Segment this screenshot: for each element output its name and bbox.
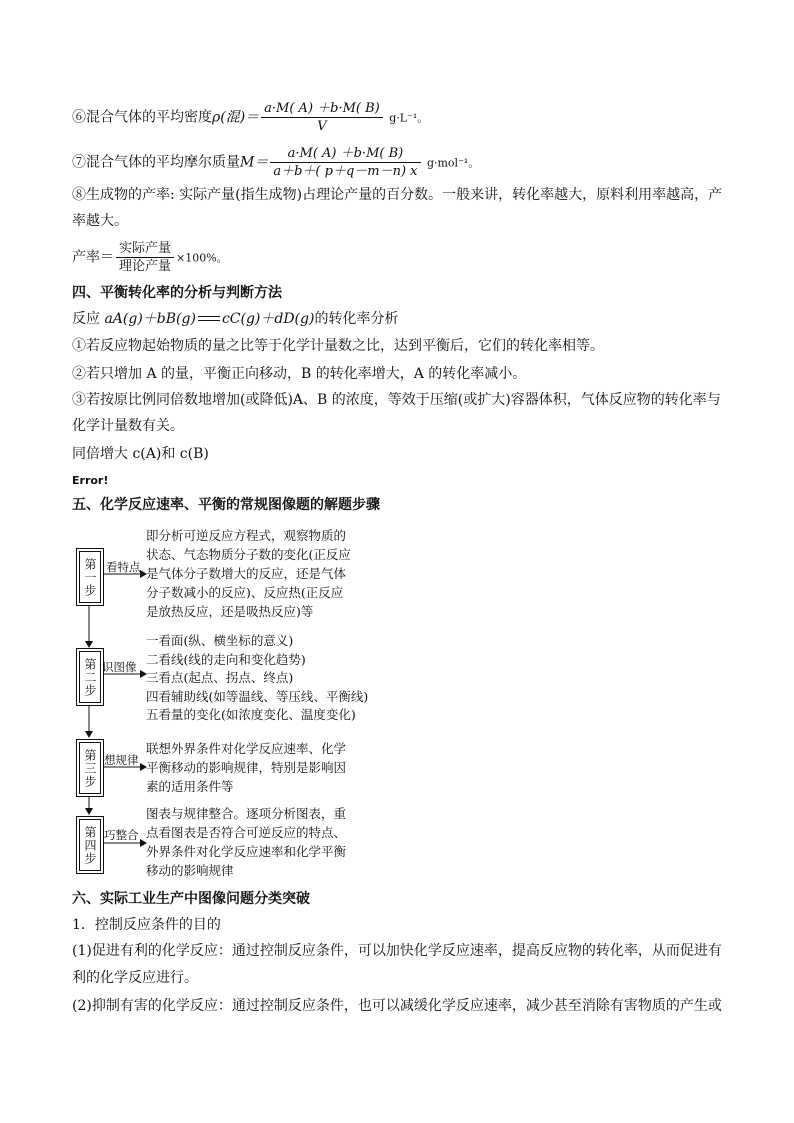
density-numerator: a·M( A) ＋b·M( B) xyxy=(261,100,383,118)
step-3-key: 想规律 xyxy=(104,753,139,767)
step-1-line: 是放热反应，还是吸热反应)等 xyxy=(146,604,314,619)
section-6-heading: 六、实际工业生产中图像问题分类突破 xyxy=(72,891,310,907)
paragraph-2: (2)抑制有害的化学反应：通过控制反应条件，也可以减缓化学反应速率，减少甚至消除有害物质的产生或 xyxy=(72,998,722,1014)
rule-3: ③若按原比例同倍数地增加(或降低)A、B 的浓度，等效于压缩(或扩大)容器体积，气体反应物的转化率与 xyxy=(72,392,721,408)
reaction-left: aA(g)＋bB(g) xyxy=(104,311,196,327)
rule-3-cont: 化学计量数有关。 xyxy=(72,418,184,434)
section-5-heading: 五、化学反应速率、平衡的常规图像题的解题步骤 xyxy=(72,497,380,513)
molar-mass-denominator: a＋b＋( p＋q－m－n) x xyxy=(273,164,418,179)
rule-1: ①若反应物起始物质的量之比等于化学计量数之比，达到平衡后，它们的转化率相等。 xyxy=(72,338,604,354)
step-2-box xyxy=(76,648,104,706)
density-unit: g·L⁻¹。 xyxy=(389,111,429,125)
paragraph-1-cont: 利的化学反应进行。 xyxy=(72,970,198,986)
step-2-line: 四看辅助线(如等温线、等压线、平衡线) xyxy=(146,688,369,704)
step-3-line: 平衡移动的影响规律，特别是影响因 xyxy=(146,760,347,775)
yield-rhs: ×100%。 xyxy=(176,251,228,265)
paragraph-1: (1)促进有利的化学反应：通过控制反应条件，可以加快化学反应速率，提高反应物的转化率，从而促进有 xyxy=(72,943,722,959)
step-1-box xyxy=(76,548,104,606)
step-4-line: 点看图表是否符合可逆反应的特点、 xyxy=(146,825,347,840)
molar-mass-label: ⑦混合气体的平均摩尔质量 xyxy=(72,154,240,171)
yield-fraction xyxy=(116,240,174,275)
reaction-equation xyxy=(72,309,398,329)
step-4-line: 图表与规律整合。逐项分析图表，重 xyxy=(146,806,347,821)
step-3-line: 素的适用条件等 xyxy=(146,779,234,794)
yield-lhs: 产率＝ xyxy=(72,249,114,266)
step-2-line: 三看点(起点、拐点、终点) xyxy=(146,670,294,685)
step-3-box xyxy=(76,739,104,797)
step-2-label: 第二步 xyxy=(79,651,101,703)
step-4-label: 第四步 xyxy=(79,819,101,871)
formula-density xyxy=(72,100,428,135)
step-4-line: 外界条件对化学反应速率和化学平衡 xyxy=(146,844,347,859)
step-1-line: 是气体分子数增大的反应，还是气体 xyxy=(146,566,347,581)
reaction-prefix: 反应 xyxy=(72,311,105,327)
step-4-line: 移动的影响规律 xyxy=(146,863,234,878)
equilibrium-arrow-icon xyxy=(198,315,220,323)
rule-4: 同倍增大 c(A)和 c(B) xyxy=(72,446,209,462)
yield-definition-cont: 率越大。 xyxy=(72,213,128,229)
molar-mass-unit: g·mol⁻¹。 xyxy=(426,156,480,170)
step-2-line: 五看量的变化(如浓度变化、温度变化) xyxy=(146,707,356,722)
molar-mass-fraction xyxy=(270,145,420,180)
step-1-line: 分子数减小的反应)、反应热(正反应 xyxy=(146,585,344,600)
step-1-line: 即分析可逆反应方程式，观察物质的 xyxy=(146,528,347,543)
step-3-text xyxy=(146,739,346,796)
density-label: ⑥混合气体的平均密度 xyxy=(72,109,212,126)
step-1-text xyxy=(146,526,351,621)
density-symbol: ρ(混)＝ xyxy=(212,109,260,126)
density-denominator: V xyxy=(317,119,327,134)
subsection-1: 1．控制反应条件的目的 xyxy=(72,917,221,933)
step-2-line: 一看面(纵、横坐标的意义) xyxy=(146,633,294,648)
step-2-line: 二看线(线的走向和变化趋势) xyxy=(146,651,306,667)
step-2-text xyxy=(146,632,368,725)
step-4-box xyxy=(76,816,104,874)
molar-mass-numerator: a·M( A) ＋b·M( B) xyxy=(270,145,420,163)
error-text: Error! xyxy=(72,474,109,487)
reaction-right: cC(g)＋dD(g) xyxy=(221,311,315,327)
step-4-key: 巧整合 xyxy=(104,828,139,842)
rule-2: ②若只增加 A 的量，平衡正向移动，B 的转化率增大，A 的转化率减小。 xyxy=(72,366,527,382)
molar-mass-symbol: M＝ xyxy=(240,154,269,171)
yield-definition: ⑧生成物的产率: 实际产量(指生成物)占理论产量的百分数。一般来讲，转化率越大，原料利用率越高，产 xyxy=(72,187,723,203)
step-1-label: 第一步 xyxy=(79,551,101,603)
yield-denominator: 理论产量 xyxy=(119,259,172,274)
section-4-heading: 四、平衡转化率的分析与判断方法 xyxy=(72,285,282,301)
yield-numerator: 实际产量 xyxy=(116,240,174,258)
step-3-label: 第三步 xyxy=(79,742,101,794)
step-3-line: 联想外界条件对化学反应速率、化学 xyxy=(146,741,347,756)
reaction-suffix: 的转化率分析 xyxy=(314,311,399,327)
step-2-key: 识图像 xyxy=(102,660,137,674)
density-fraction xyxy=(261,100,383,135)
step-1-key: 看特点 xyxy=(106,560,141,574)
step-4-text xyxy=(146,804,346,880)
step-1-line: 状态、气态物质分子数的变化(正反应 xyxy=(146,547,351,562)
formula-yield xyxy=(72,240,228,275)
formula-molar-mass xyxy=(72,145,479,180)
